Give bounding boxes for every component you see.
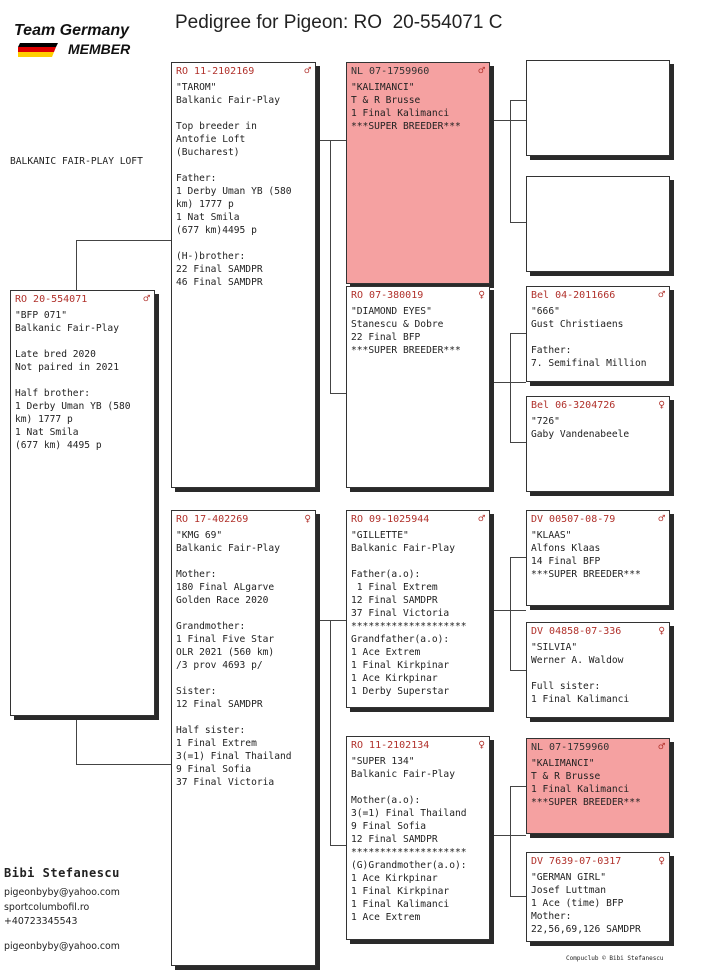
- detail-line: "KMG 69": [176, 530, 223, 541]
- detail-line: 3(=1) Final Thailand: [351, 808, 467, 819]
- pigeon-details: [527, 411, 669, 441]
- detail-line: [176, 237, 315, 250]
- female-sex-icon: ♀: [304, 512, 311, 525]
- detail-line: 1 Final Kirkpinar: [351, 886, 450, 897]
- ring-number: DV 00507-08-79: [531, 513, 616, 525]
- ring-number: RO 11-2102134: [351, 739, 430, 751]
- connector: [510, 100, 511, 222]
- connector: [510, 442, 526, 443]
- pigeon-card-sds[interactable]: [526, 286, 670, 382]
- connector: [76, 240, 77, 292]
- detail-line: [15, 374, 154, 387]
- male-sex-icon: ♂: [658, 740, 665, 753]
- pigeon-card-sire[interactable]: [171, 62, 316, 488]
- pigeon-details: [527, 525, 669, 581]
- male-sex-icon: ♂: [478, 512, 485, 525]
- detail-line: Sister:: [176, 686, 217, 697]
- pigeon-details: [527, 301, 669, 370]
- detail-line: [176, 607, 315, 620]
- page-title: Pedigree for Pigeon: RO 20-554071 C: [175, 12, 503, 33]
- female-sex-icon: ♀: [658, 854, 665, 867]
- male-sex-icon: ♂: [143, 292, 150, 305]
- connector: [510, 670, 526, 671]
- detail-line: [351, 781, 489, 794]
- detail-line: Not paired in 2021: [15, 362, 119, 373]
- detail-line: [15, 335, 154, 348]
- detail-line: 12 Final SAMDPR: [176, 699, 263, 710]
- connector: [510, 222, 526, 223]
- female-sex-icon: ♀: [478, 288, 485, 301]
- female-sex-icon: ♀: [478, 738, 485, 751]
- pigeon-card-dss[interactable]: [526, 510, 670, 606]
- detail-line: Balkanic Fair-Play: [176, 95, 280, 106]
- detail-line: Top breeder in: [176, 121, 257, 132]
- detail-line: (677 km)4495 p: [176, 225, 257, 236]
- detail-line: "SILVIA": [531, 642, 578, 653]
- detail-line: Father(a.o):: [351, 569, 421, 580]
- detail-line: 1 Ace (time) BFP: [531, 898, 624, 909]
- detail-line: ***SUPER BREEDER***: [531, 569, 641, 580]
- detail-line: Balkanic Fair-Play: [351, 543, 455, 554]
- detail-line: "GERMAN GIRL": [531, 872, 607, 883]
- detail-line: "726": [531, 416, 560, 427]
- detail-line: "GILLETTE": [351, 530, 409, 541]
- detail-line: 22 Final BFP: [351, 332, 421, 343]
- contact-phone: +40723345543: [4, 916, 78, 927]
- detail-line: 1 Ace Kirkpinar: [351, 873, 438, 884]
- ring-number: DV 7639-07-0317: [531, 855, 622, 867]
- detail-line: Full sister:: [531, 681, 601, 692]
- detail-line: km) 1777 p: [15, 414, 73, 425]
- connector: [330, 620, 331, 845]
- pigeon-details: [172, 525, 315, 789]
- pigeon-details: [527, 637, 669, 706]
- detail-line: ***SUPER BREEDER***: [351, 121, 461, 132]
- pigeon-details: [347, 751, 489, 924]
- detail-line: 1 Nat Smila: [15, 427, 79, 438]
- ring-number: NL 07-1759960: [531, 741, 610, 753]
- detail-line: Mother:: [176, 569, 217, 580]
- detail-line: [176, 159, 315, 172]
- detail-line: 1 Final Extrem: [176, 738, 257, 749]
- detail-line: 12 Final SAMDPR: [351, 595, 438, 606]
- detail-line: 1 Final Five Star: [176, 634, 275, 645]
- detail-line: "SUPER 134": [351, 756, 415, 767]
- pigeon-details: [172, 77, 315, 289]
- pigeon-card-dd[interactable]: [346, 736, 490, 940]
- pigeon-card-ssd-empty[interactable]: [526, 176, 670, 272]
- software-credit: Compuclub © Bibi Stefanescu: [566, 955, 664, 962]
- detail-line: ********************: [351, 621, 467, 632]
- connector: [510, 896, 526, 897]
- detail-line: Antofie Loft: [176, 134, 246, 145]
- detail-line: T & R Brusse: [531, 771, 601, 782]
- detail-line: 14 Final BFP: [531, 556, 601, 567]
- detail-line: Balkanic Fair-Play: [351, 769, 455, 780]
- detail-line: "KLAAS": [531, 530, 572, 541]
- detail-line: ********************: [351, 847, 467, 858]
- detail-line: 9 Final Sofia: [351, 821, 427, 832]
- connector: [510, 786, 526, 787]
- connector: [490, 835, 526, 836]
- female-sex-icon: ♀: [658, 398, 665, 411]
- connector: [76, 716, 77, 764]
- pigeon-details: [527, 867, 669, 936]
- male-sex-icon: ♂: [478, 64, 485, 77]
- detail-line: Grandmother:: [176, 621, 246, 632]
- connector: [510, 557, 526, 558]
- detail-line: Werner A. Waldow: [531, 655, 624, 666]
- connector: [490, 120, 526, 121]
- connector: [510, 333, 526, 334]
- detail-line: [531, 331, 669, 344]
- detail-line: 1 Nat Smila: [176, 212, 240, 223]
- detail-line: Father:: [176, 173, 217, 184]
- ring-number: Bel 06-3204726: [531, 399, 616, 411]
- detail-line: "KALIMANCI": [351, 82, 415, 93]
- female-sex-icon: ♀: [658, 624, 665, 637]
- detail-line: km) 1777 p: [176, 199, 234, 210]
- detail-line: 1 Derby Uman YB (580: [176, 186, 292, 197]
- male-sex-icon: ♂: [658, 512, 665, 525]
- detail-line: ***SUPER BREEDER***: [351, 345, 461, 356]
- detail-line: OLR 2021 (560 km): [176, 647, 275, 658]
- detail-line: ***SUPER BREEDER***: [531, 797, 641, 808]
- connector: [510, 557, 511, 670]
- pigeon-details: [347, 77, 489, 133]
- detail-line: Josef Luttman: [531, 885, 607, 896]
- detail-line: 1 Ace Kirkpinar: [351, 673, 438, 684]
- detail-line: 3(=1) Final Thailand: [176, 751, 292, 762]
- detail-line: (H-)brother:: [176, 251, 246, 262]
- pigeon-card-ddd[interactable]: [526, 852, 670, 942]
- german-flag-icon: [18, 42, 58, 54]
- detail-line: Father:: [531, 345, 572, 356]
- detail-line: (G)Grandmother(a.o):: [351, 860, 467, 871]
- detail-line: (677 km) 4495 p: [15, 440, 102, 451]
- connector: [330, 393, 346, 394]
- detail-line: Gaby Vandenabeele: [531, 429, 630, 440]
- detail-line: Stanescu & Dobre: [351, 319, 444, 330]
- detail-line: 1 Final Kirkpinar: [351, 660, 450, 671]
- connector: [490, 610, 526, 611]
- detail-line: [176, 711, 315, 724]
- connector: [76, 240, 172, 241]
- connector: [330, 140, 331, 393]
- detail-line: 12 Final SAMDPR: [351, 834, 438, 845]
- ring-number: NL 07-1759960: [351, 65, 430, 77]
- connector: [490, 382, 526, 383]
- detail-line: Gust Christiaens: [531, 319, 624, 330]
- pigeon-card-ds[interactable]: [346, 510, 490, 708]
- detail-line: 1 Final Kalimanci: [351, 108, 450, 119]
- detail-line: Balkanic Fair-Play: [176, 543, 280, 554]
- connector: [330, 845, 346, 846]
- ring-number: RO 09-1025944: [351, 513, 430, 525]
- detail-line: Grandfather(a.o):: [351, 634, 450, 645]
- detail-line: 1 Final Extrem: [351, 582, 438, 593]
- detail-line: 7. Semifinal Million: [531, 358, 647, 369]
- ring-number: RO 07-380019: [351, 289, 424, 301]
- detail-line: 1 Final Kalimanci: [351, 899, 450, 910]
- breeder-name: Bibi Stefanescu: [4, 866, 120, 880]
- detail-line: "KALIMANCI": [531, 758, 595, 769]
- pigeon-details: [11, 305, 154, 452]
- detail-line: 9 Final Sofia: [176, 764, 252, 775]
- detail-line: Half brother:: [15, 388, 91, 399]
- detail-line: 1 Derby Uman YB (580: [15, 401, 131, 412]
- detail-line: 1 Derby Superstar: [351, 686, 450, 697]
- detail-line: (Bucharest): [176, 147, 240, 158]
- ring-number: RO 11-2102169: [176, 65, 255, 77]
- detail-line: T & R Brusse: [351, 95, 421, 106]
- ring-number: Bel 04-2011666: [531, 289, 616, 301]
- pigeon-details: [347, 525, 489, 698]
- pigeon-card-ss[interactable]: [346, 62, 490, 284]
- badge-line1: Team Germany: [14, 22, 130, 39]
- detail-line: [351, 555, 489, 568]
- pigeon-card-dsd[interactable]: [526, 622, 670, 718]
- detail-line: Half sister:: [176, 725, 246, 736]
- detail-line: Alfons Klaas: [531, 543, 601, 554]
- ring-number: RO 20-554071: [15, 293, 88, 305]
- connector: [510, 333, 511, 442]
- detail-line: /3 prov 4693 p/: [176, 660, 263, 671]
- detail-line: 46 Final SAMDPR: [176, 277, 263, 288]
- detail-line: Mother:: [531, 911, 572, 922]
- contact-email-2[interactable]: pigeonbyby@yahoo.com: [4, 941, 120, 952]
- detail-line: 22,56,69,126 SAMDPR: [531, 924, 641, 935]
- team-germany-badge: [14, 22, 154, 64]
- detail-line: Balkanic Fair-Play: [15, 323, 119, 334]
- contact-website[interactable]: sportcolumbofil.ro: [4, 902, 90, 913]
- detail-line: [176, 555, 315, 568]
- pigeon-card-sss-empty[interactable]: [526, 60, 670, 156]
- detail-line: 1 Ace Extrem: [351, 647, 421, 658]
- connector: [316, 140, 346, 141]
- ring-number: RO 17-402269: [176, 513, 249, 525]
- detail-line: 180 Final ALgarve: [176, 582, 275, 593]
- pigeon-details: [347, 301, 489, 357]
- detail-line: "TAROM": [176, 82, 217, 93]
- detail-line: 1 Ace Extrem: [351, 912, 421, 923]
- detail-line: [176, 672, 315, 685]
- detail-line: Mother(a.o):: [351, 795, 421, 806]
- connector: [316, 620, 346, 621]
- pigeon-card-dam[interactable]: [171, 510, 316, 966]
- contact-email[interactable]: pigeonbyby@yahoo.com: [4, 887, 120, 898]
- detail-line: "666": [531, 306, 560, 317]
- detail-line: "DIAMOND EYES": [351, 306, 432, 317]
- detail-line: Golden Race 2020: [176, 595, 269, 606]
- connector: [510, 786, 511, 896]
- pigeon-card-dds[interactable]: [526, 738, 670, 834]
- detail-line: 22 Final SAMDPR: [176, 264, 263, 275]
- detail-line: "BFP 071": [15, 310, 67, 321]
- detail-line: [176, 107, 315, 120]
- ring-number: DV 04858-07-336: [531, 625, 622, 637]
- detail-line: 37 Final Victoria: [176, 777, 275, 788]
- pigeon-details: [527, 753, 669, 809]
- detail-line: 37 Final Victoria: [351, 608, 450, 619]
- badge-line2: MEMBER: [68, 41, 131, 57]
- connector: [76, 764, 172, 765]
- loft-name: BALKANIC FAIR-PLAY LOFT: [10, 156, 143, 167]
- detail-line: 1 Final Kalimanci: [531, 694, 630, 705]
- connector: [510, 100, 526, 101]
- male-sex-icon: ♂: [304, 64, 311, 77]
- detail-line: Late bred 2020: [15, 349, 96, 360]
- pigeon-card-subject[interactable]: [10, 290, 155, 716]
- pigeon-card-sd[interactable]: [346, 286, 490, 488]
- detail-line: 1 Final Kalimanci: [531, 784, 630, 795]
- male-sex-icon: ♂: [658, 288, 665, 301]
- detail-line: [531, 667, 669, 680]
- pigeon-card-sdd[interactable]: [526, 396, 670, 492]
